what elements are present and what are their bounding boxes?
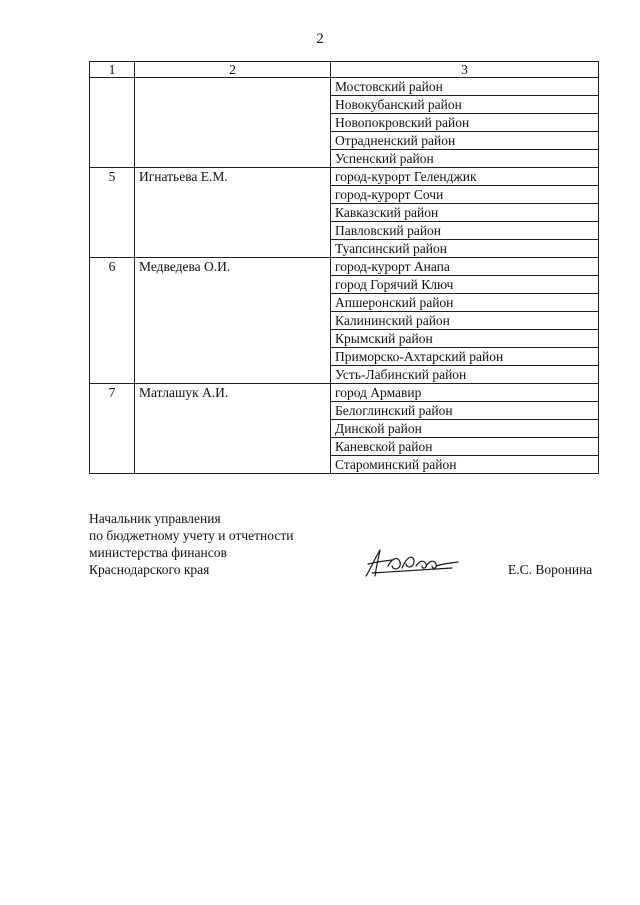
district-cell: Апшеронский район <box>331 294 599 312</box>
footer-line: Краснодарского края <box>89 562 210 577</box>
table-row <box>90 258 599 276</box>
district-cell: Крымский район <box>331 330 599 348</box>
district-cell: Мостовский район <box>331 78 599 96</box>
footer-line: по бюджетному учету и отчетности <box>89 528 294 543</box>
district-cell: Калининский район <box>331 312 599 330</box>
district-cell: Каневской район <box>331 438 599 456</box>
district-cell: Отрадненский район <box>331 132 599 150</box>
row-number-cell: 5 <box>90 168 135 258</box>
person-name-cell: Матлашук А.И. <box>135 384 331 474</box>
column-header-1: 1 <box>90 62 135 78</box>
row-number-cell <box>90 78 135 168</box>
district-cell: город-курорт Сочи <box>331 186 599 204</box>
table-row <box>90 384 599 402</box>
footer-line: министерства финансов <box>89 545 227 560</box>
person-name-cell <box>135 78 331 168</box>
page-number: 2 <box>316 31 324 47</box>
district-cell: Туапсинский район <box>331 240 599 258</box>
district-cell: Павловский район <box>331 222 599 240</box>
table-header-row <box>90 62 599 78</box>
district-cell: город-курорт Геленджик <box>331 168 599 186</box>
table-row <box>90 168 599 186</box>
person-name-cell: Медведева О.И. <box>135 258 331 384</box>
handwritten-signature <box>362 546 462 580</box>
district-cell: город Горячий Ключ <box>331 276 599 294</box>
districts-table <box>89 61 599 474</box>
table-body <box>90 78 599 474</box>
district-cell: Усть-Лабинский район <box>331 366 599 384</box>
table-row <box>90 78 599 96</box>
person-name-cell: Игнатьева Е.М. <box>135 168 331 258</box>
column-header-3: 3 <box>331 62 599 78</box>
district-cell: Староминский район <box>331 456 599 474</box>
district-cell: город-курорт Анапа <box>331 258 599 276</box>
signer-name: Е.С. Воронина <box>508 562 593 577</box>
district-cell: Успенский район <box>331 150 599 168</box>
footer-line: Начальник управления <box>89 511 221 526</box>
row-number-cell: 7 <box>90 384 135 474</box>
district-cell: город Армавир <box>331 384 599 402</box>
signature-block-title <box>89 510 293 578</box>
district-cell: Приморско-Ахтарский район <box>331 348 599 366</box>
district-cell: Белоглинский район <box>331 402 599 420</box>
column-header-2: 2 <box>135 62 331 78</box>
district-cell: Новопокровский район <box>331 114 599 132</box>
district-cell: Новокубанский район <box>331 96 599 114</box>
district-cell: Динской район <box>331 420 599 438</box>
district-cell: Кавказский район <box>331 204 599 222</box>
row-number-cell: 6 <box>90 258 135 384</box>
